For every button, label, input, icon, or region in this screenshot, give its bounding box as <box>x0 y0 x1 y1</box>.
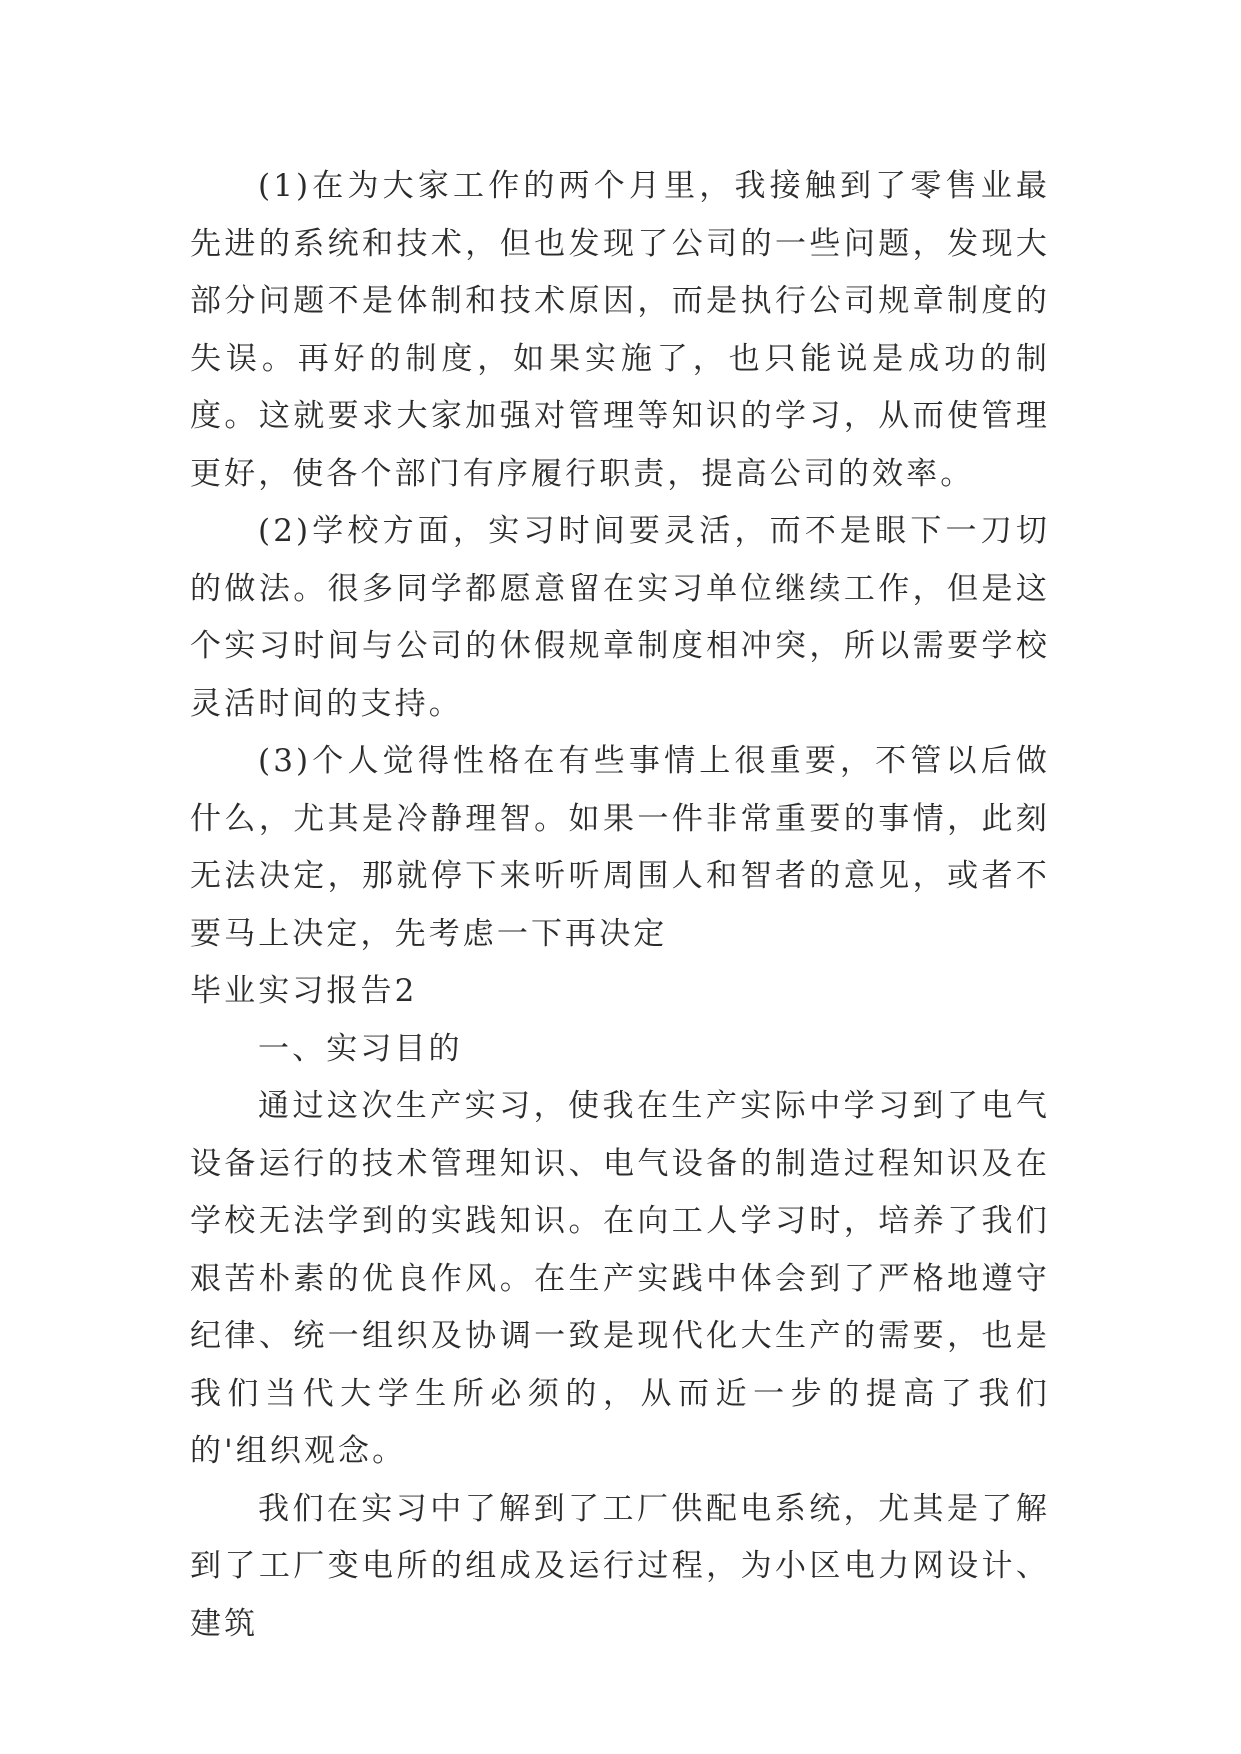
paragraph-purpose-2: 我们在实习中了解到了工厂供配电系统，尤其是了解到了工厂变电所的组成及运行过程，为小区电力网设计、建筑 <box>190 1490 1050 1642</box>
paragraph-purpose-1: 通过这次生产实习，使我在生产实际中学习到了电气设备运行的技术管理知识、电气设备的制造过程知识及在学校无法学到的实践知识。在向工人学习时，培养了我们艰苦朴素的优良作风。在生产实践中体会到了严格地遵守纪律、统一组织及协调一致是现代化大生产的需要，也是我们当代大学生所必须的，从而近一步的提高了我们的'组织观念。 <box>190 1088 1050 1469</box>
paragraph-suggestion-1: (1)在为大家工作的两个月里，我接触到了零售业最先进的系统和技术，但也发现了公司的一些问题，发现大部分问题不是体制和技术原因，而是执行公司规章制度的失误。再好的制度，如果实施了，也只能说是成功的制度。这就要求大家加强对管理等知识的学习，从而使管理更好，使各个部门有序履行职责，提高公司的效率。 <box>190 168 1050 492</box>
paragraph-suggestion-2: (2)学校方面，实习时间要灵活，而不是眼下一刀切的做法。很多同学都愿意留在实习单位继续工作，但是这个实习时间与公司的休假规章制度相冲突，所以需要学校灵活时间的支持。 <box>190 513 1050 722</box>
subheading-internship-purpose: 一、实习目的 <box>258 1030 463 1067</box>
section-title: 毕业实习报告2 <box>190 973 418 1009</box>
paragraph-suggestion-3: (3)个人觉得性格在有些事情上很重要，不管以后做什么，尤其是冷静理智。如果一件非常重要的事情，此刻无法决定，那就停下来听听周围人和智者的意见，或者不要马上决定，先考虑一下再决定 <box>190 743 1050 952</box>
document-body <box>190 158 1050 1653</box>
